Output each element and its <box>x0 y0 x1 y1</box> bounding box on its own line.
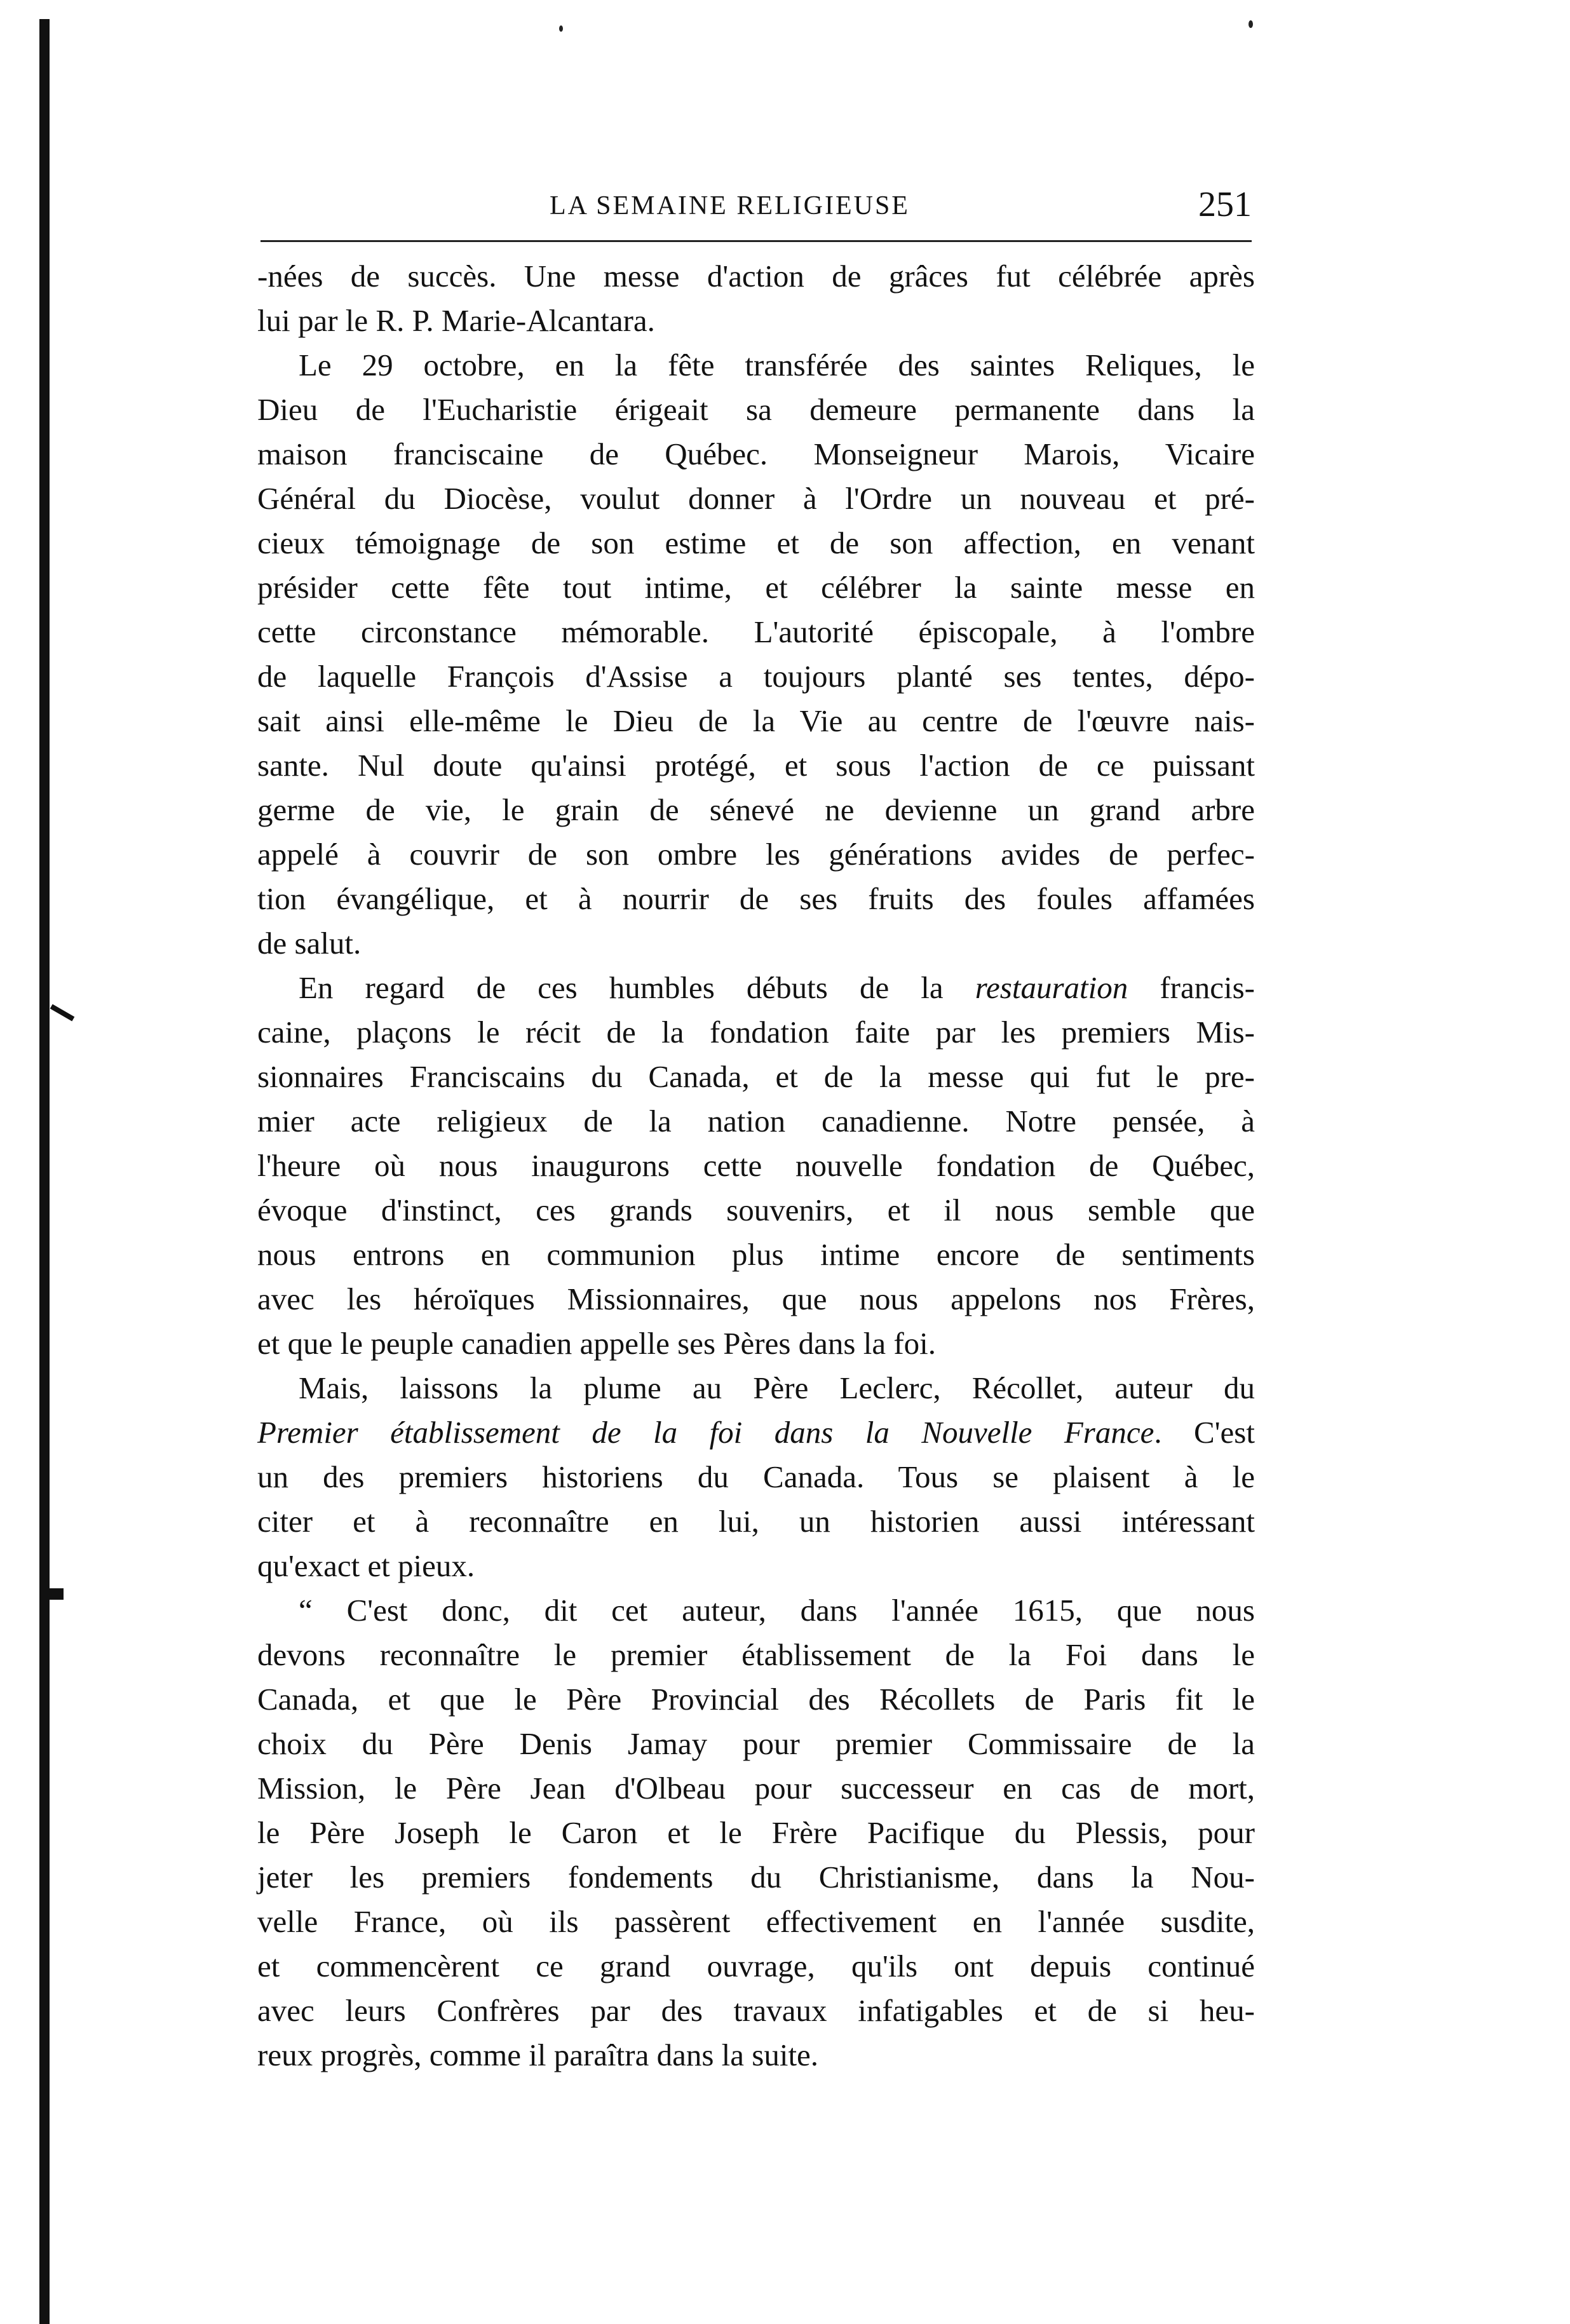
text-line: sait ainsi elle-même le Dieu de la Vie au centre de l'œuvre nais- <box>257 703 1255 738</box>
text-fragment: En regard de ces humbles débuts de la <box>299 970 975 1005</box>
text-line: Mission, le Père Jean d'Olbeau pour successeur en cas de mort, <box>257 1771 1255 1806</box>
binding-mark <box>50 1588 64 1600</box>
text-line: cette circonstance mémorable. L'autorité épiscopale, à l'ombre <box>257 614 1255 649</box>
body-text <box>257 254 1255 2077</box>
binding-edge <box>39 19 50 2324</box>
text-line: choix du Père Denis Jamay pour premier Commissaire de la <box>257 1726 1255 1761</box>
text-fragment: . C'est <box>1154 1415 1255 1450</box>
text-line: velle France, où ils passèrent effectivement en l'année susdite, <box>257 1904 1255 1939</box>
text-line: et commencèrent ce grand ouvrage, qu'ils ont depuis continué <box>257 1949 1255 1983</box>
paragraph-start-line: Le 29 octobre, en la fête transférée des saintes Reliques, le <box>299 348 1255 382</box>
text-line: présider cette fête tout intime, et célébrer la sainte messe en <box>257 570 1255 605</box>
text-fragment: francis- <box>1128 970 1255 1005</box>
text-line: le Père Joseph le Caron et le Frère Pacifique du Plessis, pour <box>257 1815 1255 1850</box>
text-line: citer et à reconnaître en lui, un historien aussi intéressant <box>257 1504 1255 1539</box>
header-rule <box>261 240 1252 242</box>
text-line: un des premiers historiens du Canada. Tous se plaisent à le <box>257 1459 1255 1494</box>
text-line: jeter les premiers fondements du Christianisme, dans la Nou- <box>257 1860 1255 1895</box>
text-line: et que le peuple canadien appelle ses Pères dans la foi. <box>257 1326 937 1361</box>
text-line: évoque d'instinct, ces grands souvenirs, et il nous semble que <box>257 1192 1255 1227</box>
text-line: sionnaires Franciscains du Canada, et de la messe qui fut le pre- <box>257 1059 1255 1094</box>
scan-speck <box>559 25 563 32</box>
italic-word: restauration <box>975 970 1128 1005</box>
text-line: Général du Diocèse, voulut donner à l'Ordre un nouveau et pré- <box>257 481 1255 516</box>
text-line: -nées de succès. Une messe d'action de grâces fut célébrée après <box>257 259 1255 294</box>
text-line: appelé à couvrir de son ombre les générations avides de perfec- <box>257 837 1255 872</box>
book-title: Premier établissement de la foi dans la Nouvelle France <box>257 1415 1154 1450</box>
text-line: germe de vie, le grain de sénevé ne devienne un grand arbre <box>257 792 1255 827</box>
text-line: sante. Nul doute qu'ainsi protégé, et sous l'action de ce puissant <box>257 748 1255 783</box>
text-line: lui par le R. P. Marie-Alcantara. <box>257 303 655 338</box>
text-line: cieux témoignage de son estime et de son affection, en venant <box>257 525 1255 560</box>
paragraph-start-line: “ C'est donc, dit cet auteur, dans l'année 1615, que nous <box>299 1593 1255 1628</box>
text-line <box>257 1410 1255 1455</box>
text-line: l'heure où nous inaugurons cette nouvelle fondation de Québec, <box>257 1148 1255 1183</box>
text-line: de salut. <box>257 926 362 961</box>
scan-speck <box>1249 20 1253 28</box>
binding-mark <box>50 1004 75 1022</box>
paragraph-start-line <box>257 966 1255 1010</box>
text-line: devons reconnaître le premier établissement de la Foi dans le <box>257 1637 1255 1672</box>
text-line: mier acte religieux de la nation canadienne. Notre pensée, à <box>257 1104 1255 1138</box>
text-line: de laquelle François d'Assise a toujours planté ses tentes, dépo- <box>257 659 1255 694</box>
text-line: avec leurs Confrères par des travaux infatigables et de si heu- <box>257 1993 1255 2028</box>
text-line: reux progrès, comme il paraîtra dans la suite. <box>257 2037 819 2072</box>
text-line: nous entrons en communion plus intime encore de sentiments <box>257 1237 1255 1272</box>
paragraph-start-line: Mais, laissons la plume au Père Leclerc, Récollet, auteur du <box>299 1370 1255 1405</box>
text-line: Dieu de l'Eucharistie érigeait sa demeure permanente dans la <box>257 392 1255 427</box>
text-line: maison franciscaine de Québec. Monseigneur Marois, Vicaire <box>257 436 1255 471</box>
running-head <box>261 184 1252 235</box>
text-line: caine, plaçons le récit de la fondation faite par les premiers Mis- <box>257 1015 1255 1050</box>
text-line: qu'exact et pieux. <box>257 1548 475 1583</box>
text-line: Canada, et que le Père Provincial des Récollets de Paris fit le <box>257 1682 1255 1717</box>
text-line: tion évangélique, et à nourrir de ses fruits des foules affamées <box>257 881 1255 916</box>
text-line: avec les héroïques Missionnaires, que nous appelons nos Frères, <box>257 1281 1255 1316</box>
running-title: LA SEMAINE RELIGIEUSE <box>550 191 910 220</box>
page-number: 251 <box>1198 185 1252 224</box>
